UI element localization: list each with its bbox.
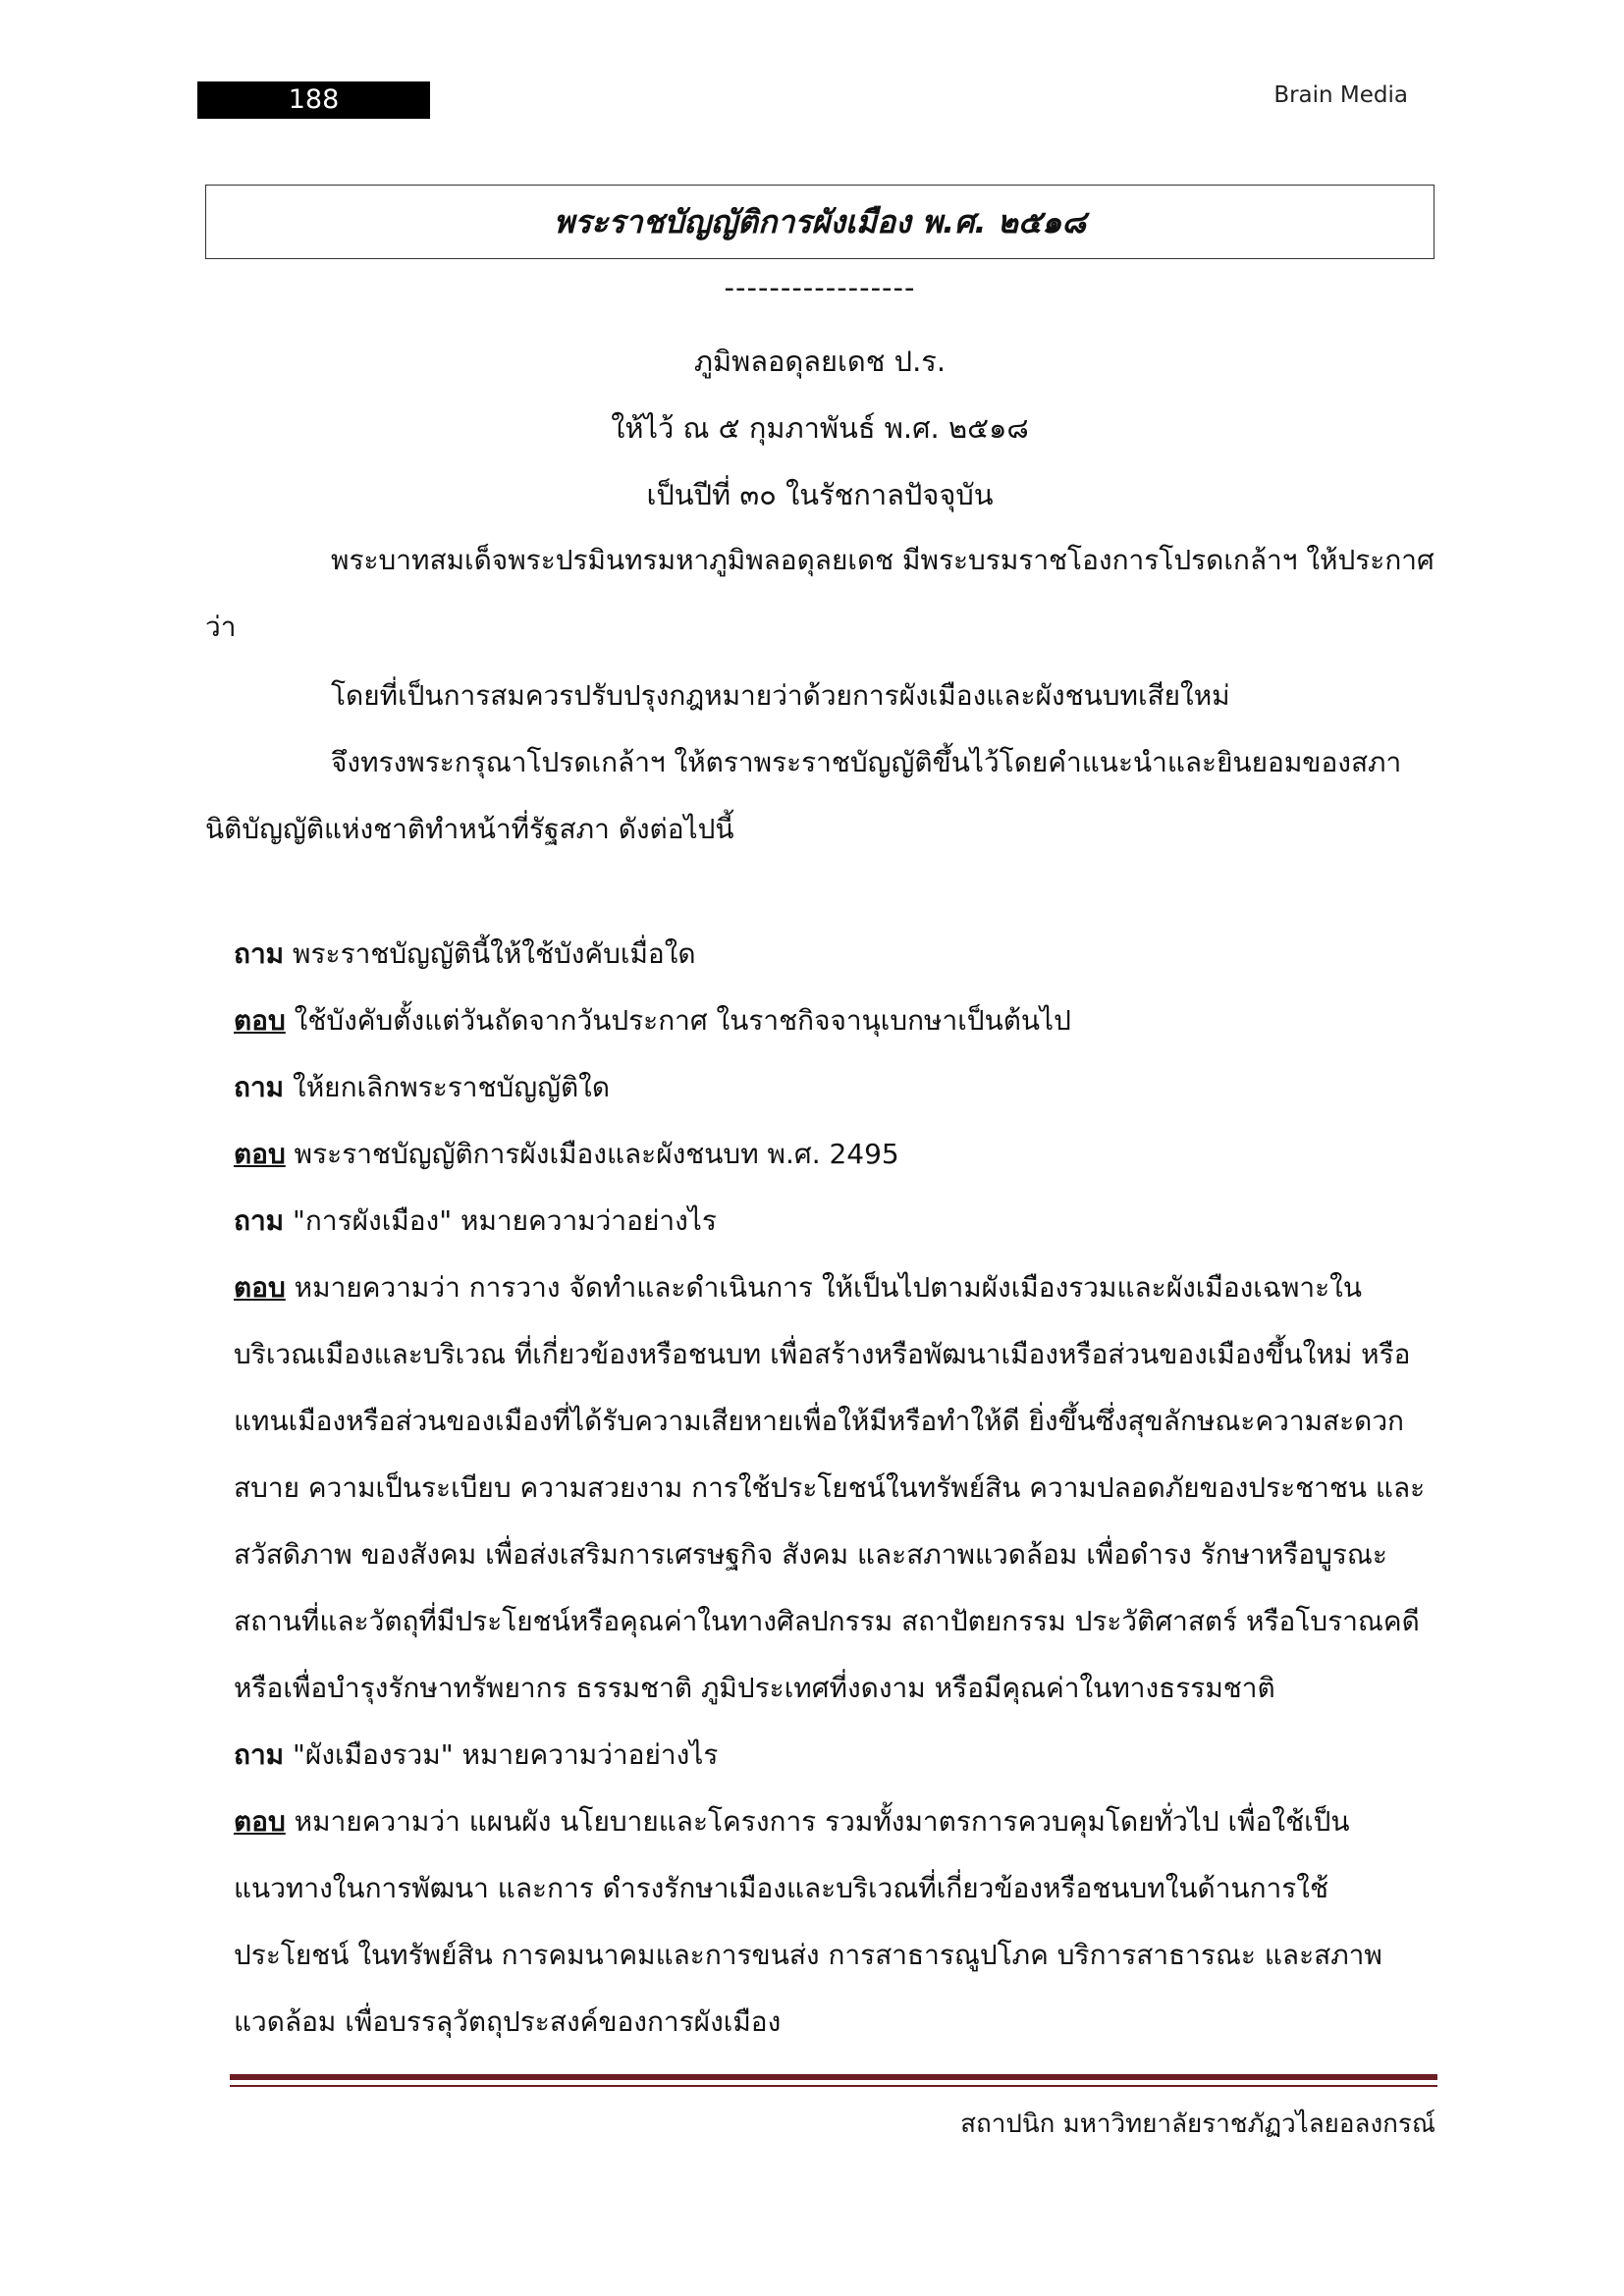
qa-text: "การผังเมือง" หมายความว่าอย่างไร <box>284 1204 717 1237</box>
qa-answer <box>234 1789 1435 2056</box>
qa-text: หมายความว่า การวาง จัดทำและดำเนินการ ให้เป็นไปตามผังเมืองรวมและผังเมืองเฉพาะในบริเวณเมืองและบริเวณ ที่เกี่ยวข้องหรือชนบท เพื่อสร้างหรือพัฒนาเมืองหรือส่วนของเมืองขึ้นใหม่ หรือแทนเมืองหรือส่วนของเมืองที่ได้รับความเสียหายเพื่อให้มีหรือทำให้ดี ยิ่งขึ้นซึ่งสุขลักษณะความสะดวกสบาย ความเป็นระเบียบ ความสวยงาม การใช้ประโยชน์ในทรัพย์สิน ความปลอดภัยของประชาชน และสวัสดิภาพ ของสังคม เพื่อส่งเสริมการเศรษฐกิจ สังคม และสภาพแวดล้อม เพื่อดำรง รักษาหรือบูรณะสถานที่และวัตถุที่มีประโยชน์หรือคุณค่าในทางศิลปกรรม สถาปัตยกรรม ประวัติศาสตร์ หรือโบราณคดี หรือเพื่อบำรุงรักษาทรัพยากร ธรรมชาติ ภูมิประเทศที่งดงาม หรือมีคุณค่าในทางธรรมชาติ <box>234 1271 1426 1704</box>
qa-text: หมายความว่า แผนผัง นโยบายและโครงการ รวมทั้งมาตรการควบคุมโดยทั่วไป เพื่อใช้เป็นแนวทางในการพัฒนา และการ ดำรงรักษาเมืองและบริเวณที่เกี่ยวข้องหรือชนบทในด้านการใช้ประโยชน์ ในทรัพย์สิน การคมนาคมและการขนส่ง การสาธารณูปโภค บริการสาธารณะ และสภาพแวดล้อม เพื่อบรรลุวัตถุประสงค์ของการผังเมือง <box>234 1805 1382 2038</box>
reign-year: เป็นปีที่ ๓๐ ในรัชกาลปัจจุบัน <box>646 478 994 511</box>
separator-line: ----------------- <box>724 271 916 304</box>
qa-text: พระราชบัญญัติการผังเมืองและผังชนบท พ.ศ. 2495 <box>285 1138 899 1170</box>
title-box <box>205 185 1435 259</box>
qa-text: ให้ยกเลิกพระราชบัญญัติใด <box>284 1071 611 1103</box>
whereas-paragraph: โดยที่เป็นการสมควรปรับปรุงกฎหมายว่าด้วยการผังเมืองและผังชนบทเสียใหม่ <box>331 679 1230 712</box>
question-label: ถาม <box>234 1071 285 1103</box>
qa-question <box>234 1188 1435 1255</box>
answer-label: ตอบ <box>234 1004 286 1037</box>
footer-rule-thin <box>230 2085 1437 2087</box>
qa-text: พระราชบัญญัตินี้ให้ใช้บังคับเมื่อใด <box>284 937 696 970</box>
question-label: ถาม <box>234 1204 285 1237</box>
qa-section <box>234 921 1435 2056</box>
royal-command-paragraph: พระบาทสมเด็จพระปรมินทรมหาภูมิพลอดุลยเดช มีพระบรมราชโองการโปรดเกล้าฯ ให้ประกาศว่า <box>205 544 1435 643</box>
qa-question <box>234 1722 1435 1789</box>
qa-question <box>234 1054 1435 1121</box>
qa-question <box>234 921 1435 988</box>
answer-label: ตอบ <box>234 1805 286 1838</box>
answer-label: ตอบ <box>234 1138 286 1170</box>
given-date: ให้ไว้ ณ ๕ กุมภาพันธ์ พ.ศ. ๒๕๑๘ <box>611 411 1029 445</box>
publisher-name: Brain Media <box>1273 82 1408 108</box>
question-label: ถาม <box>234 1738 285 1771</box>
qa-answer <box>234 1255 1435 1722</box>
footer-rule-thick <box>230 2074 1437 2080</box>
document-title: พระราชบัญญัติการผังเมือง พ.ศ. ๒๕๑๘ <box>553 202 1087 240</box>
enactment-paragraph: จึงทรงพระกรุณาโปรดเกล้าฯ ให้ตราพระราชบัญญัติขึ้นไว้โดยคำแนะนำและยินยอมของสภานิติบัญญัติแห่งชาติทำหน้าที่รัฐสภา ดังต่อไปนี้ <box>205 746 1402 845</box>
qa-text: ใช้บังคับตั้งแต่วันถัดจากวันประกาศ ในราชกิจจานุเบกษาเป็นต้นไป <box>285 1004 1071 1037</box>
qa-text: "ผังเมืองรวม" หมายความว่าอย่างไร <box>284 1738 719 1771</box>
answer-label: ตอบ <box>234 1271 286 1304</box>
qa-answer <box>234 988 1435 1054</box>
question-label: ถาม <box>234 937 285 970</box>
footer-institution: สถาปนิก มหาวิทยาลัยราชภัฏวไลยอลงกรณ์ <box>960 2109 1435 2139</box>
qa-answer <box>234 1121 1435 1188</box>
king-signature: ภูมิพลอดุลยเดช ป.ร. <box>693 345 947 378</box>
page-number: 188 <box>197 81 430 119</box>
